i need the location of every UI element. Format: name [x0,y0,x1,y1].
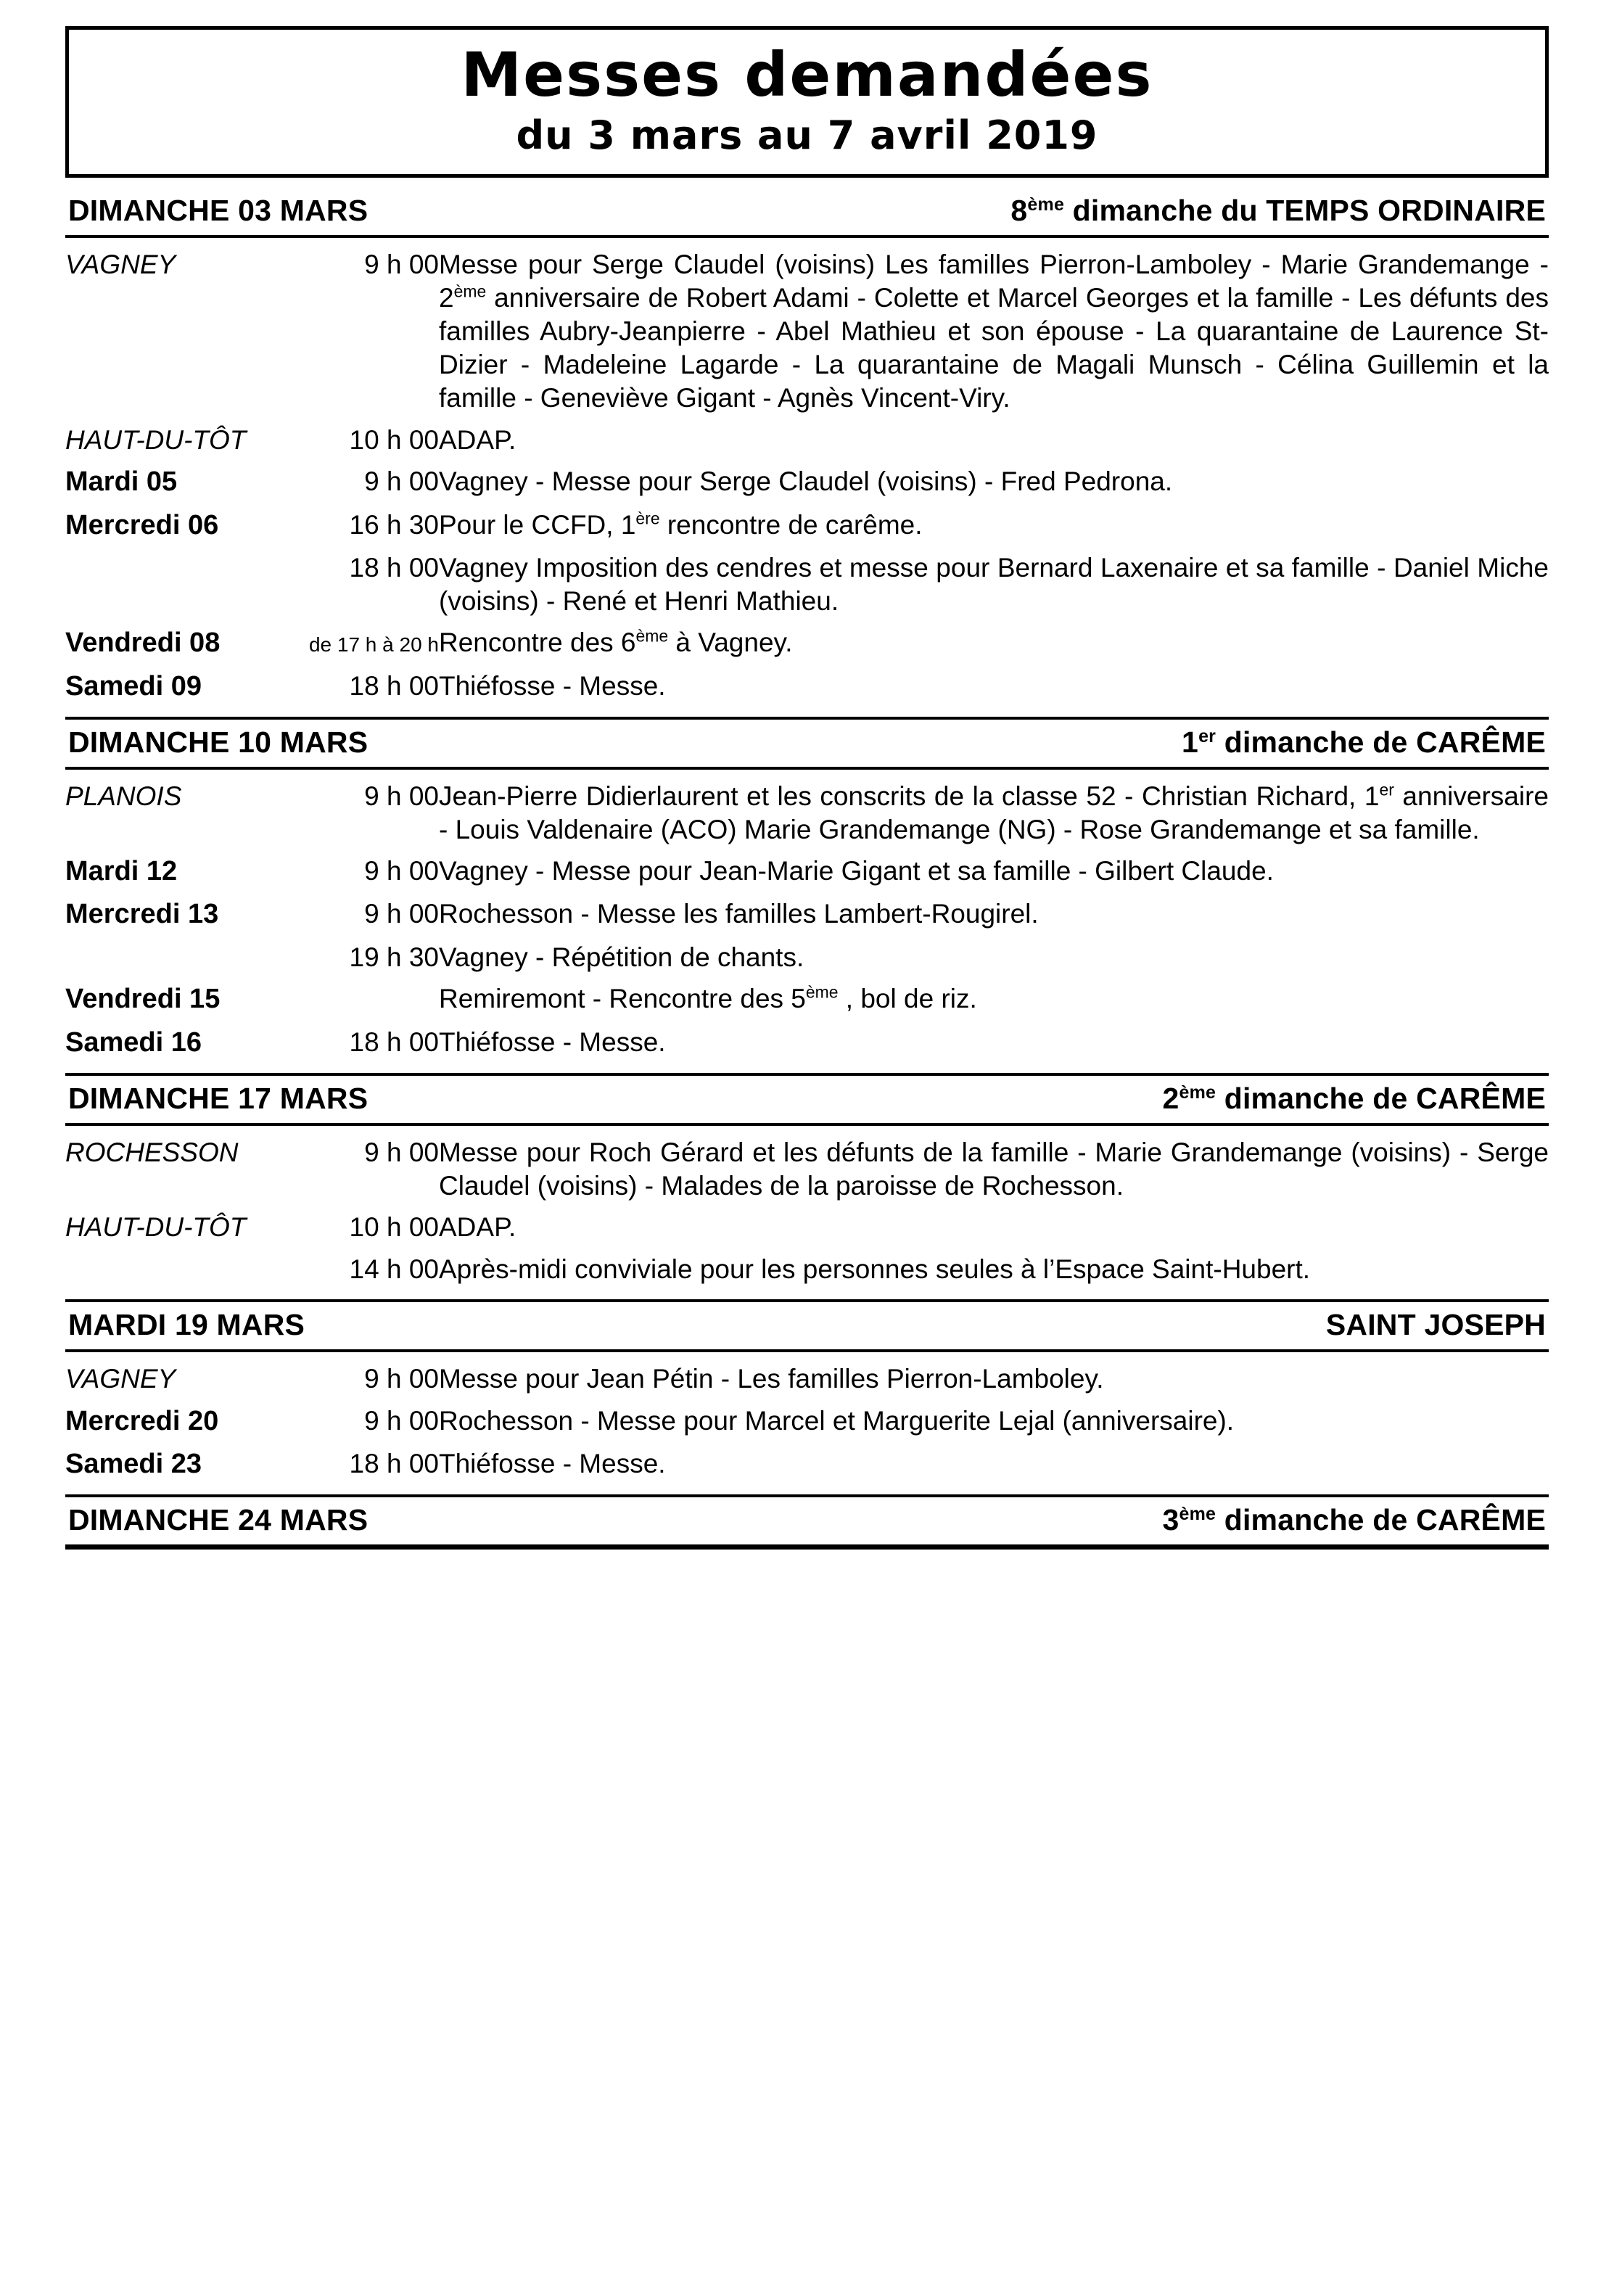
section-rows-dimanche-10-mars [65,777,1549,1066]
row-place: Samedi 09 [65,670,202,701]
row-time: 9 h 00 [364,899,439,929]
section-header-liturgy: SAINT JOSEPH [1325,1308,1546,1342]
table-row [65,548,1549,624]
row-time: 9 h 00 [364,1137,439,1167]
row-description: Vagney - Répétition de chants. [439,942,804,972]
table-row [65,245,1549,420]
table-row [65,979,1549,1022]
row-time: 18 h 00 [349,670,439,701]
row-time: 9 h 00 [364,466,439,497]
row-place [65,548,283,624]
table-row [65,777,1549,852]
row-place: VAGNEY [65,250,176,280]
table-row [65,1250,1549,1292]
section-rows-dimanche-17-mars [65,1133,1549,1293]
row-description: Messe pour Roch Gérard et les défunts de la famille - Marie Grandemange (voisins) - Serge Claudel (voisins) - Malades de la paroisse de Rochesson. [439,1137,1549,1201]
table-row [65,1208,1549,1250]
section-header-mardi-19-mars [65,1299,1549,1352]
section-header-liturgy: 3ème dimanche de CARÊME [1162,1503,1546,1537]
row-place: VAGNEY [65,1364,176,1394]
row-time: 9 h 00 [364,856,439,886]
row-description: Thiéfosse - Messe. [439,1026,666,1057]
row-place: ROCHESSON [65,1137,239,1167]
section-header-date: DIMANCHE 10 MARS [68,725,368,759]
table-row [65,421,1549,463]
section-header-dimanche-03-mars [65,191,1549,238]
section-header-liturgy: 1er dimanche de CARÊME [1182,725,1546,759]
row-description: Vagney Imposition des cendres et messe pour Bernard Laxenaire et sa famille - Daniel Miche (voisins) - René et Henri Mathieu. [439,552,1549,616]
row-place: Samedi 16 [65,1026,202,1058]
row-description: Messe pour Jean Pétin - Les familles Pierron-Lamboley. [439,1364,1104,1394]
row-time: 10 h 00 [349,1212,439,1243]
row-description: Vagney - Messe pour Jean-Marie Gigant et sa famille - Gilbert Claude. [439,856,1274,886]
row-place: Mercredi 13 [65,899,219,930]
row-time: 19 h 30 [349,942,439,972]
row-description: Rochesson - Messe les familles Lambert-Rougirel. [439,899,1039,929]
table-row [65,1444,1549,1487]
section-header-date: DIMANCHE 03 MARS [68,194,368,228]
table-row [65,1359,1549,1402]
row-description: ADAP. [439,424,516,455]
table-row [65,506,1549,548]
row-time: 9 h 00 [364,781,439,811]
row-place: Mardi 05 [65,466,178,498]
row-place: Mercredi 20 [65,1406,219,1437]
row-place [65,938,283,980]
row-time: 9 h 00 [364,1406,439,1436]
section-header-date: DIMANCHE 24 MARS [68,1503,368,1537]
row-time: 18 h 00 [349,1026,439,1057]
row-time: 9 h 00 [364,250,439,280]
title-box [65,26,1549,178]
table-row [65,462,1549,505]
row-place: PLANOIS [65,781,182,811]
sections-container [65,191,1549,1547]
section-rows-dimanche-03-mars [65,245,1549,709]
row-description: Messe pour Serge Claudel (voisins) Les familles Pierron-Lamboley - Marie Grandemange - 2ème anniversaire de Robert Adami - Colette et Marcel Georges et la famille - Les défunts des familles Aubry-Jeanpierre - Abel Mathieu et son épouse - La quarantaine de Laurence St-Dizier - Madeleine Lagarde - La quarantaine de Magali Munsch - Célina Guillemin et la famille - Geneviève Gigant - Agnès Vincent-Viry. [439,250,1549,413]
table-row [65,938,1549,980]
row-place [65,1250,283,1292]
table-row [65,1023,1549,1066]
bottom-spacer [65,1550,1549,1571]
row-description: ADAP. [439,1212,516,1243]
section-rows-mardi-19-mars [65,1359,1549,1487]
row-description: Thiéfosse - Messe. [439,670,666,701]
row-place: Mardi 12 [65,856,178,887]
row-place: HAUT-DU-TÔT [65,424,247,455]
row-place: HAUT-DU-TÔT [65,1212,247,1243]
table-row [65,1402,1549,1444]
row-time: de 17 h à 20 h [308,633,439,657]
row-description: Pour le CCFD, 1ère rencontre de carême. [439,509,923,540]
table-row [65,894,1549,937]
section-header-dimanche-10-mars [65,717,1549,770]
row-description: Après-midi conviviale pour les personnes seules à l’Espace Saint-Hubert. [439,1254,1311,1285]
table-row [65,1133,1549,1209]
row-time [283,979,439,1022]
page-subtitle: du 3 mars au 7 avril 2019 [516,112,1098,159]
row-time: 10 h 00 [349,424,439,455]
row-description: Thiéfosse - Messe. [439,1449,666,1479]
section-header-liturgy: 8ème dimanche du TEMPS ORDINAIRE [1010,194,1546,228]
row-description: Vagney - Messe pour Serge Claudel (voisins) - Fred Pedrona. [439,466,1173,497]
row-place: Mercredi 06 [65,509,219,540]
row-time: 18 h 00 [349,552,439,583]
row-description: Rencontre des 6ème à Vagney. [439,627,793,658]
page-title: Messes demandées [461,39,1153,110]
row-place: Vendredi 08 [65,628,221,659]
table-row [65,623,1549,666]
row-description: Rochesson - Messe pour Marcel et Marguerite Lejal (anniversaire). [439,1406,1235,1436]
section-header-dimanche-17-mars [65,1073,1549,1126]
section-header-date: MARDI 19 MARS [68,1308,305,1342]
section-header-dimanche-24-mars [65,1494,1549,1547]
row-description: Remiremont - Rencontre des 5ème , bol de riz. [439,983,977,1014]
row-time: 14 h 00 [349,1254,439,1285]
row-place: Vendredi 15 [65,984,221,1015]
section-header-date: DIMANCHE 17 MARS [68,1081,368,1115]
row-time: 18 h 00 [349,1449,439,1479]
row-place: Samedi 23 [65,1449,202,1480]
row-time: 16 h 30 [349,509,439,540]
row-description: Jean-Pierre Didierlaurent et les conscrits de la classe 52 - Christian Richard, 1er anniversaire - Louis Valdenaire (ACO) Marie Grandemange (NG) - Rose Grandemange et sa famille. [439,780,1549,844]
table-row [65,667,1549,709]
table-row [65,852,1549,894]
row-time: 9 h 00 [364,1364,439,1394]
section-header-liturgy: 2ème dimanche de CARÊME [1162,1081,1546,1115]
